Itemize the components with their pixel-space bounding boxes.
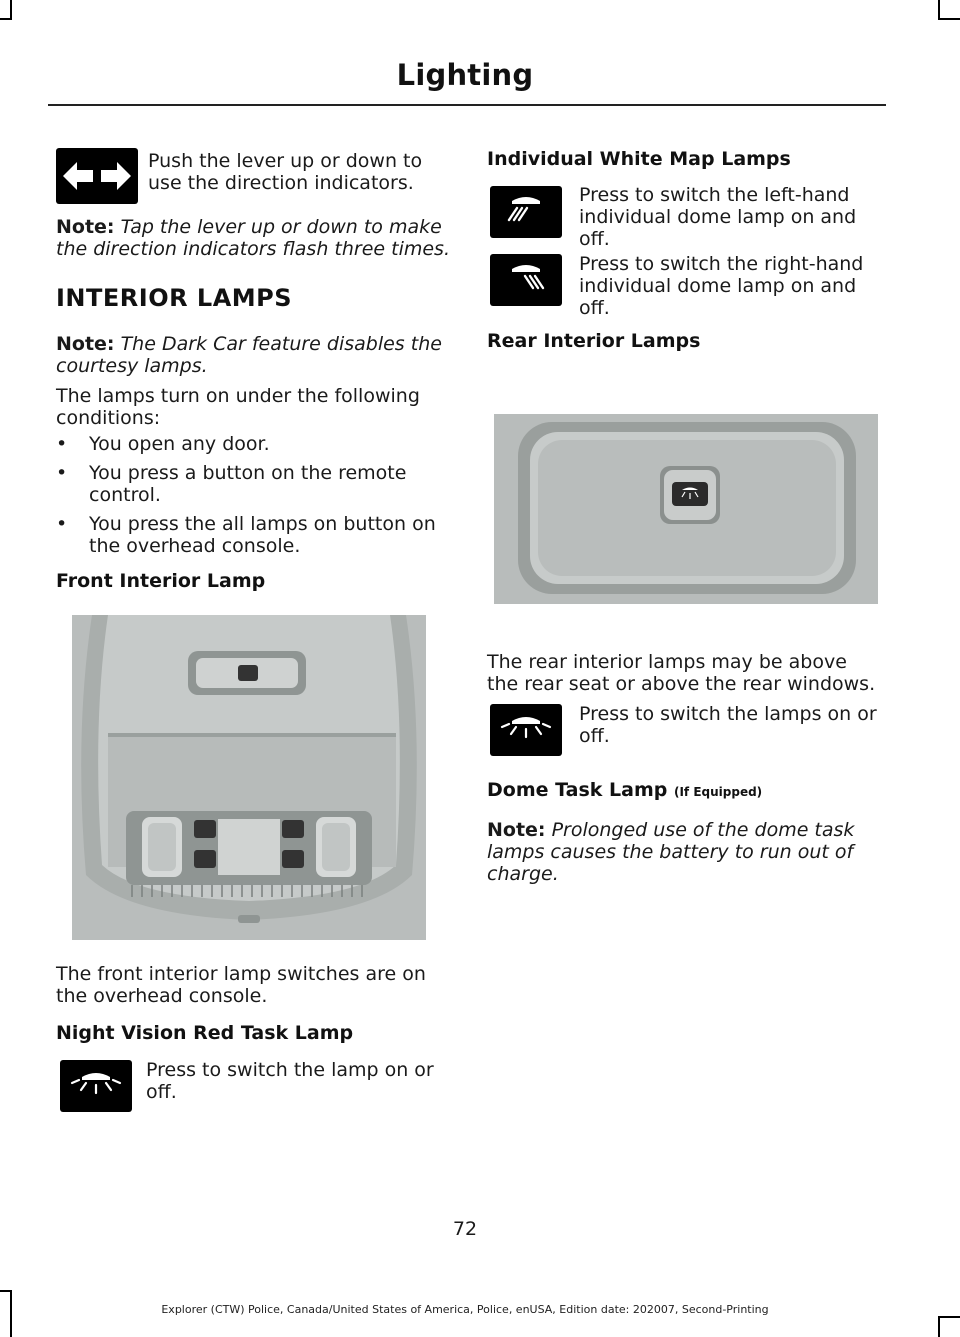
crop-mark xyxy=(938,0,940,20)
crop-mark xyxy=(0,1290,12,1292)
map-lamps-heading: Individual White Map Lamps xyxy=(487,148,791,170)
front-overhead-console-image xyxy=(72,615,426,940)
left-map-lamp-text: Press to switch the left-hand individual dome lamp on and off. xyxy=(579,184,857,250)
note-text: Tap the lever up or down to make the direction indicators flash three times. xyxy=(56,216,450,260)
rear-interior-lamp-image xyxy=(494,414,878,604)
conditions-intro: The lamps turn on under the following conditions: xyxy=(56,385,420,429)
dome-task-heading: Dome Task Lamp (If Equipped) xyxy=(487,779,763,801)
night-vision-text: Press to switch the lamp on or off. xyxy=(146,1059,434,1103)
left-map-lamp-icon xyxy=(490,186,562,238)
note-dark-car xyxy=(56,333,452,377)
rear-lamps-heading: Rear Interior Lamps xyxy=(487,330,701,352)
right-map-lamp-text: Press to switch the right-hand individual dome lamp on and off. xyxy=(579,253,864,319)
rear-caption: The rear interior lamps may be above the rear seat or above the rear windows. xyxy=(487,651,876,695)
note-label: Note: xyxy=(56,333,115,355)
footer-edition: Explorer (CTW) Police, Canada/United States of America, Police, enUSA, Edition date: 202007, Second-Printing xyxy=(161,1303,769,1316)
night-vision-heading: Night Vision Red Task Lamp xyxy=(56,1022,354,1044)
note-label: Note: xyxy=(487,819,546,841)
page-title: Lighting xyxy=(396,58,534,92)
crop-mark xyxy=(938,1316,940,1337)
note-battery xyxy=(487,819,867,885)
crop-mark xyxy=(938,1316,960,1318)
rear-lamp-icon xyxy=(490,704,562,756)
rear-press-text: Press to switch the lamps on or off. xyxy=(579,703,877,747)
note-text: Prolonged use of the dome task lamps causes the battery to run out of charge. xyxy=(487,819,855,885)
section-heading: INTERIOR LAMPS xyxy=(56,284,293,312)
note-text: The Dark Car feature disables the courtesy lamps. xyxy=(56,333,442,377)
crop-mark xyxy=(938,18,960,20)
header-divider xyxy=(48,104,886,106)
crop-mark xyxy=(0,18,12,20)
note-label: Note: xyxy=(56,216,115,238)
indicator-text: Push the lever up or down to use the direction indicators. xyxy=(148,150,423,194)
if-equipped-label: (If Equipped) xyxy=(673,785,763,799)
front-caption: The front interior lamp switches are on the overhead console. xyxy=(56,963,426,1007)
crop-mark xyxy=(10,0,12,20)
note-indicators xyxy=(56,216,452,260)
dome-lamp-icon xyxy=(60,1060,132,1112)
front-heading: Front Interior Lamp xyxy=(56,570,266,592)
page-number: 72 xyxy=(452,1218,478,1240)
right-map-lamp-icon xyxy=(490,254,562,306)
direction-indicator-icon xyxy=(56,148,138,204)
